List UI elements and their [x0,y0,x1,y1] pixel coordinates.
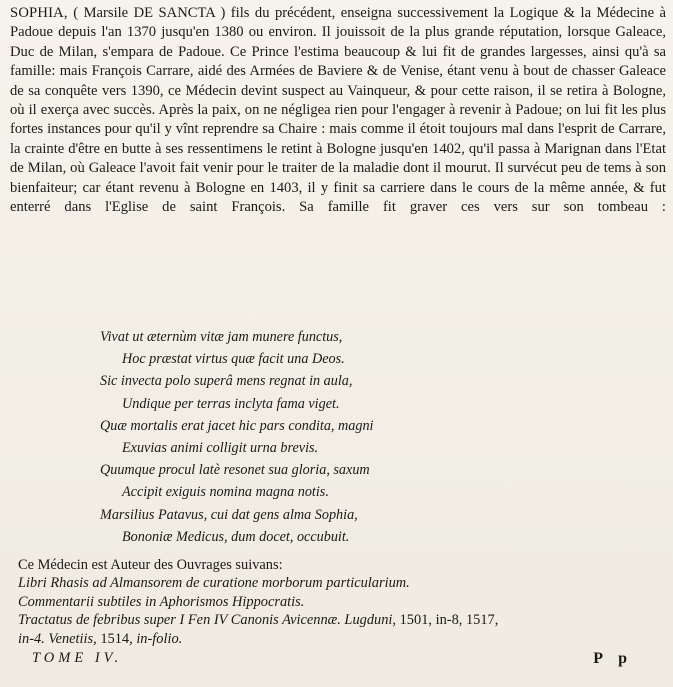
work-item: Commentarii subtiles in Aphorismos Hippocratis. [18,593,305,610]
entry-name: SOPHIA, [10,5,68,21]
entry-paragraph [10,4,666,217]
work-item [18,611,666,629]
poem-line: Sic invecta polo superâ mens regnat in aula, [100,373,353,390]
poem-line: Undique per terras inclyta fama viget. [122,395,340,412]
poem-line: Quumque procul latè resonet sua gloria, saxum [100,462,370,479]
entry-text: ( Marsile DE SANCTA ) fils du précédent, enseigna successivement la Logique & la Médecine à Padoue depuis l'an 1370 jusqu'en 1380 ou environ. Il jouissoit de la plus grande réputation, lorsque Galeace, Duc de Milan, s'empara de Padoue. Ce Prince l'estima beaucoup & lui fit de grandes largesses, ainsi qu'à sa famille: mais François Carrare, aidé des Armées de Baviere & de Venise, étant venu à bout de chasser Galeace de sa conquête vers 1390, ce Médecin devint suspect au Vainqueur, & pour cette raison, il se retira à Bologne, où il exerça avec succès. Après la paix, on ne négligea rien pour l'engager à revenir à Padoue; on lui fit les plus fortes instances pour qu'il y vînt reprendre sa Chaire : mais comme il étoit toujours mal dans l'esprit de Carrare, la crainte d'être en butte à ses ressentimens le retint à Bologne jusqu'en 1402, qu'il passa à Marignan dans l'Etat de Milan, où Galeace l'avoit fait venir pour le traiter de la maladie dont il mourut. Il survécut peu de tems à son bienfaiteur; car étant revenu à Bologne en 1403, il y finit sa carriere dans le cours de la même année, & fut enterré dans l'Eglise de saint François. Sa famille fit graver ces vers sur son tombeau : [10,5,666,216]
volume-footer: TOME IV. [32,650,123,666]
poem-line: Bononiæ Medicus, dum docet, occubuit. [122,528,350,545]
work-item-continued [18,630,666,648]
poem-line: Marsilius Patavus, cui dat gens alma Sophia, [100,506,358,523]
poem-line: Hoc præstat virtus quæ facit una Deos. [122,351,345,368]
poem-line: Vivat ut æternùm vitæ jam munere functus, [100,329,343,345]
poem-line: Quæ mortalis erat jacet hic pars condita, magni [100,417,374,434]
work-year: 1514, [96,630,137,647]
poem-line: Exuvias animi colligit urna brevis. [122,440,319,457]
work-item: Libri Rhasis ad Almansorem de curatione morborum particularium. [18,575,410,592]
work-title: Tractatus de febribus super I Fen IV Canonis Avicennæ. Lugduni, [18,612,397,629]
poem-line: Accipit exiguis nomina magna notis. [122,484,329,501]
epitaph-poem [100,326,540,548]
works-intro: Ce Médecin est Auteur des Ouvrages suivans: [18,557,283,573]
works-list [18,556,666,648]
work-edition: 1501, in-8, 1517, [396,612,499,629]
work-format: in-folio. [136,630,183,647]
signature-mark: P p [593,650,633,667]
work-format: in-4. Venetiis, [18,630,97,647]
